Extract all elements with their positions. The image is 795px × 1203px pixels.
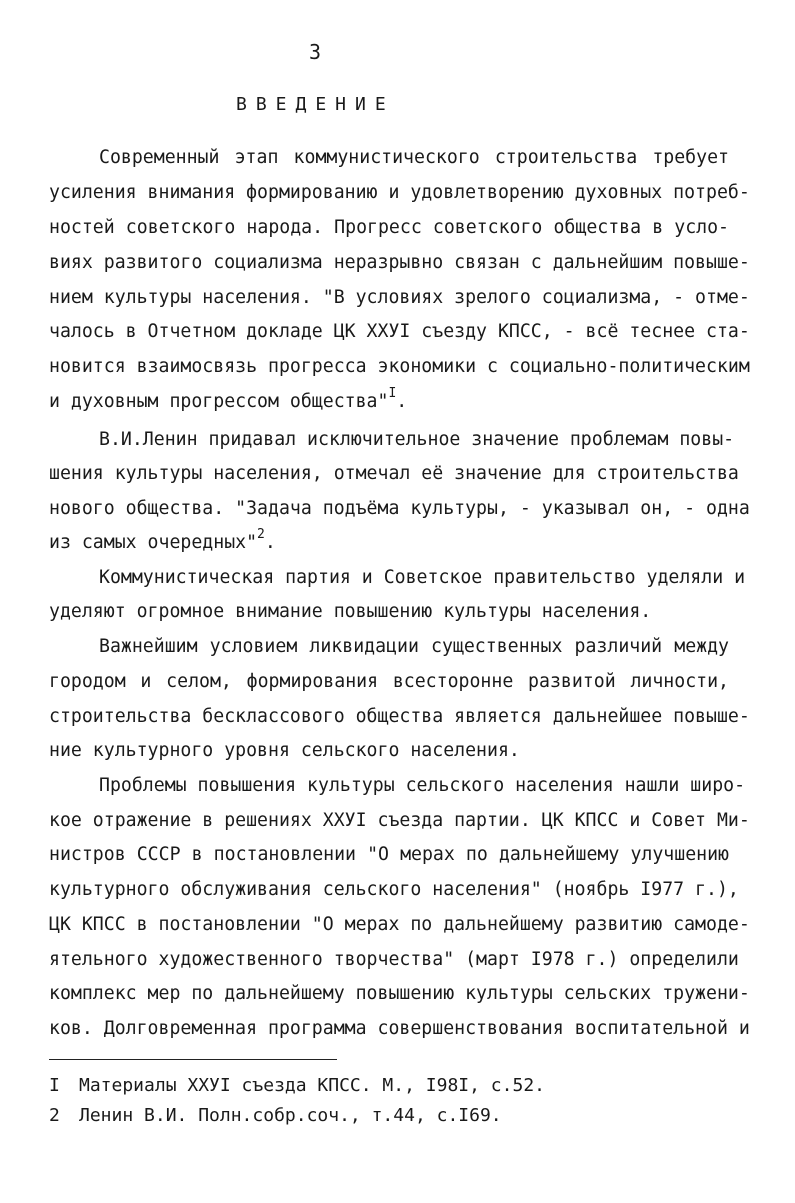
text-line: ностей советского народа. Прогресс советского общества в усло- <box>49 217 729 238</box>
text-line: ЦК КПСС в постановлении "О мерах по дальнейшему развитию самоде- <box>49 914 750 935</box>
footnote-ref: 2 <box>257 527 265 542</box>
footnote <box>49 1074 545 1098</box>
footnote-ref-punct: . <box>396 391 408 412</box>
text-line: Современный этап коммунистического строительства требует <box>99 147 729 168</box>
text-line-content: из самых очередных" <box>49 532 258 553</box>
text-line: Коммунистическая партия и Советское правительство уделяли и <box>99 567 746 588</box>
footnote-ref-punct: . <box>264 532 276 553</box>
text-line: Проблемы повышения культуры сельского населения нашли широ- <box>99 775 746 796</box>
text-line: городом и селом, формирования всесторонне развитой личности, <box>49 671 729 692</box>
text-line: ние культурного уровня сельского населения. <box>49 740 520 761</box>
text-line: нистров СССР в постановлении "О мерах по дальнейшему улучшению <box>49 844 729 865</box>
text-line: строительства бесклассового общества является дальнейшее повыше- <box>49 706 750 727</box>
footnote-marker: I <box>49 1075 60 1096</box>
footnote-text: Материалы ХХУI съезда КПСС. М., I98I, с.52. <box>79 1075 545 1096</box>
text-line: нового общества. "Задача подъёма культуры, - указывал он, - одна <box>49 498 750 519</box>
text-line: ятельного художественного творчества" (март I978 г.) определили <box>49 949 739 970</box>
text-line: нием культуры населения. "В условиях зрелого социализма, - отме- <box>49 287 750 308</box>
footnote-marker: 2 <box>49 1105 60 1126</box>
text-line: В.И.Ленин придавал исключительное значение проблемам повы- <box>99 429 735 450</box>
text-line-content: и духовным прогрессом общества" <box>49 391 389 412</box>
text-line: комплекс мер по дальнейшему повышению культуры сельских тружени- <box>49 983 750 1004</box>
footnote <box>49 1104 502 1128</box>
footnote-divider <box>49 1059 337 1060</box>
footnote-ref: I <box>388 386 397 401</box>
text-line <box>49 527 729 557</box>
text-line: усиления внимания формированию и удовлетворению духовных потреб- <box>49 182 750 203</box>
footnote-text: Ленин В.И. Полн.собр.соч., т.44, с.I69. <box>79 1105 502 1126</box>
text-line: уделяют огромное внимание повышению культуры населения. <box>49 601 652 622</box>
text-line: шения культуры населения, отмечал её значение для строительства <box>49 463 739 484</box>
text-line: кое отражение в решениях ХХУI съезда партии. ЦК КПСС и Совет Ми- <box>49 810 750 831</box>
page-number: 3 <box>308 40 322 64</box>
text-line: виях развитого социализма неразрывно связан с дальнейшим повыше- <box>49 252 750 273</box>
text-line: новится взаимосвязь прогресса экономики с социально-политическим <box>49 356 750 377</box>
text-line <box>49 386 729 416</box>
text-line: культурного обслуживания сельского населения" (ноябрь I977 г.), <box>49 879 739 900</box>
text-line: чалось в Отчетном докладе ЦК ХХУI съезду КПСС, - всё теснее ста- <box>49 321 750 342</box>
text-line: ков. Долговременная программа совершенствования воспитательной и <box>49 1018 750 1039</box>
text-line: Важнейшим условием ликвидации существенных различий между <box>99 636 729 657</box>
section-heading: ВВЕДЕНИЕ <box>236 94 395 115</box>
